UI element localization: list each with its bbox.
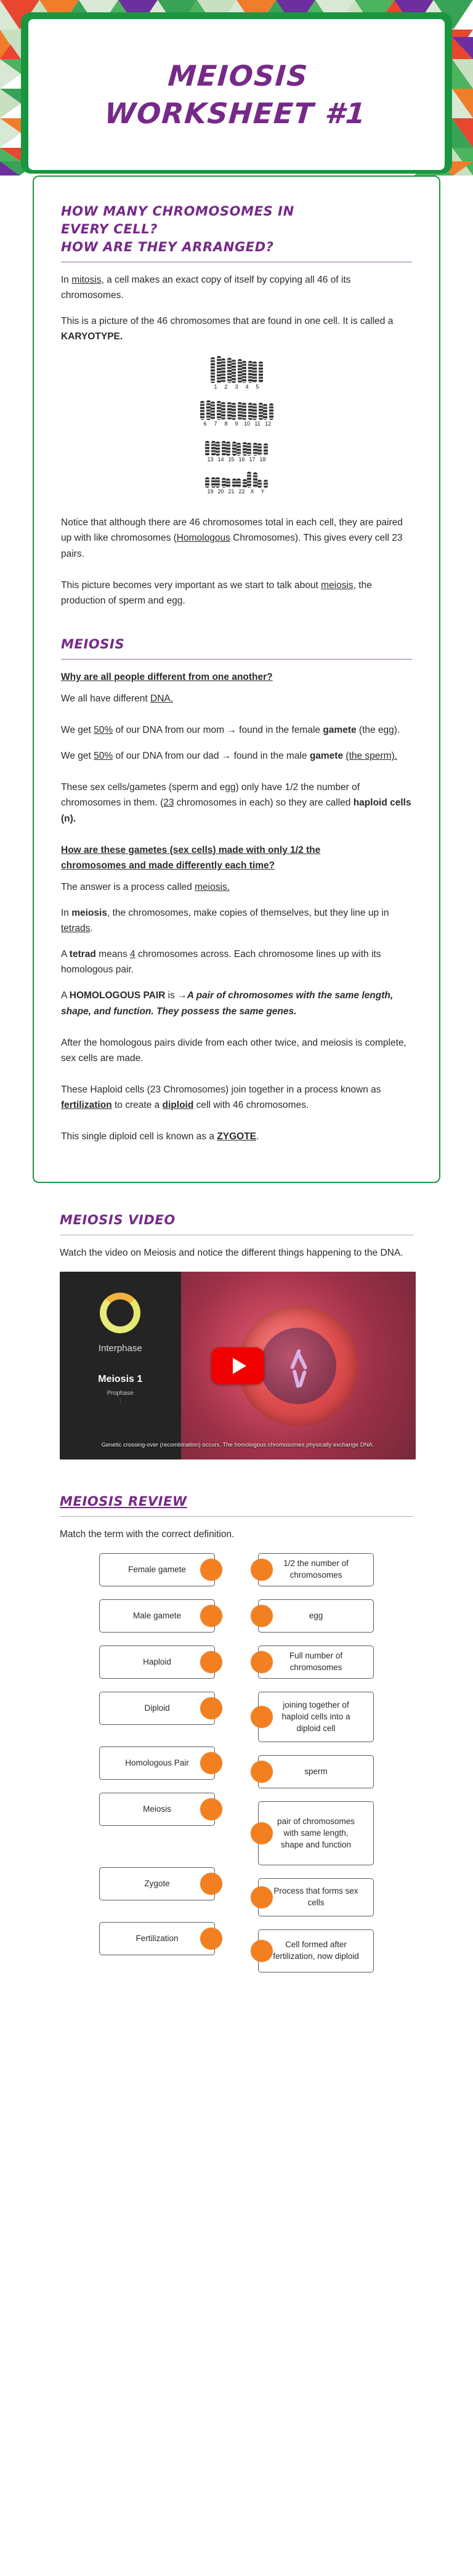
chromosome-number: Y xyxy=(261,488,265,495)
chromosome-number: 11 xyxy=(254,421,261,427)
section-meiosis-heading: MEIOSIS xyxy=(61,636,125,652)
heading-line-3: HOW ARE THEY ARRANGED? xyxy=(61,239,274,254)
play-triangle xyxy=(233,1358,246,1374)
karyotype-row-3 xyxy=(144,427,329,462)
term-box[interactable]: Fertilization xyxy=(99,1922,215,1955)
karyotype-row-2 xyxy=(144,392,329,427)
paragraph-haploid xyxy=(61,780,412,826)
chromosome-strand xyxy=(298,1370,307,1387)
karyotype-row-1 xyxy=(144,355,329,390)
text-fragment: Chromosomes). This gives every cell 23 pairs. xyxy=(61,533,403,559)
paragraph-mom-dna xyxy=(61,722,412,738)
match-connector-dot[interactable] xyxy=(200,1752,222,1774)
chromosome-number: 8 xyxy=(224,421,228,427)
text-fragment: In xyxy=(61,907,72,918)
definition-box[interactable]: egg xyxy=(258,1599,374,1633)
chromosome-pair xyxy=(236,459,247,495)
text-fragment: chromosomes in each) so they are called xyxy=(174,797,354,809)
video-phase-panel xyxy=(60,1272,181,1460)
chromosome-pair xyxy=(263,392,273,427)
text-fragment: . xyxy=(90,923,93,934)
text-fragment: These sex cells/gametes (sperm and egg) only have 1/2 the number of chromosomes in them. ( xyxy=(61,782,360,809)
chromosome-number: X xyxy=(250,488,254,495)
term-box[interactable]: Haploid xyxy=(99,1645,215,1679)
chromosome-number: 17 xyxy=(249,456,256,463)
text-fragment: , the chromosomes, make copies of themselves, but they line up in xyxy=(107,907,389,918)
match-connector-dot[interactable] xyxy=(251,1605,273,1627)
text-fragment: means xyxy=(95,949,131,960)
paragraph-zygote xyxy=(61,1129,412,1144)
paragraph-homologous xyxy=(61,515,412,561)
match-connector-dot[interactable] xyxy=(251,1940,273,1962)
term-diploid: diploid xyxy=(162,1099,194,1110)
section-chromosomes-card xyxy=(33,176,440,1183)
term-tetrads: tetrads xyxy=(61,923,91,934)
term-tetrad: tetrad xyxy=(69,949,96,960)
chromosome-pair xyxy=(216,427,226,462)
chromosome-pair xyxy=(211,392,221,427)
text-fragment: A xyxy=(61,990,70,1001)
paragraph-homologous-pair-def xyxy=(61,988,412,1019)
section-video xyxy=(33,1211,440,1460)
video-label-interphase: Interphase xyxy=(98,1343,142,1354)
list-item[interactable] xyxy=(258,1801,374,1865)
match-connector-dot[interactable] xyxy=(200,1697,222,1719)
cell-nucleus xyxy=(260,1328,336,1404)
chromosome-pair xyxy=(232,392,242,427)
phase-progress-ring xyxy=(100,1293,140,1333)
text-fragment: We get xyxy=(61,725,94,736)
video-label-dots: ⋮ xyxy=(117,1398,124,1405)
question-why-different: Why are all people different from one another? xyxy=(61,671,273,682)
list-item[interactable] xyxy=(99,1793,215,1826)
text-fragment: the production of sperm and egg. xyxy=(61,579,372,606)
term-sperm: (the sperm). xyxy=(346,751,397,762)
chromosome-number: 14 xyxy=(217,456,224,463)
chromosome-number: 12 xyxy=(264,421,271,427)
list-item[interactable] xyxy=(258,1692,374,1742)
match-connector-dot[interactable] xyxy=(200,1928,222,1950)
header-banner xyxy=(0,0,473,176)
video-label-prophase: Prophase xyxy=(107,1390,134,1397)
karyotype-row-4 xyxy=(144,459,329,495)
match-connector-dot[interactable] xyxy=(200,1605,222,1627)
section-chromosomes-heading xyxy=(61,203,412,256)
match-connector-dot[interactable] xyxy=(200,1798,222,1820)
list-item[interactable] xyxy=(99,1692,215,1725)
video-label-meiosis1: Meiosis 1 xyxy=(98,1374,143,1385)
page-title xyxy=(103,57,370,132)
list-item[interactable] xyxy=(99,1645,215,1679)
question-line-2: chromosomes and made differently each time? xyxy=(61,860,275,871)
list-item[interactable] xyxy=(99,1922,215,1955)
chromosome-pair xyxy=(216,459,226,495)
banner-inner xyxy=(27,18,446,171)
chromosome-number: 6 xyxy=(203,421,207,427)
definition-box[interactable]: Full number of chromosomes xyxy=(258,1645,374,1679)
chromosome-number: 13 xyxy=(207,456,214,463)
heading-line-2: EVERY CELL? xyxy=(61,221,158,236)
term-zygote: ZYGOTE xyxy=(217,1131,257,1142)
chromosome-pair xyxy=(247,459,257,495)
chromosome-pair xyxy=(247,427,257,462)
chromosome-pair xyxy=(200,392,211,427)
term-homologous-pair: HOMOLOGOUS PAIR xyxy=(69,990,166,1001)
value-fifty-percent: 50% xyxy=(94,725,113,736)
chromosome-pair xyxy=(221,392,232,427)
term-karyotype: KARYOTYPE. xyxy=(61,331,123,342)
term-box[interactable]: Zygote xyxy=(99,1867,215,1900)
paragraph-dad-dna xyxy=(61,748,412,764)
meiosis-video-player[interactable] xyxy=(60,1272,416,1460)
chromosome-pair xyxy=(226,459,236,495)
paragraph-mitosis xyxy=(61,272,412,303)
chromosome-number: 9 xyxy=(235,421,238,427)
value-4: 4 xyxy=(130,949,135,960)
chromosome-pair xyxy=(242,355,253,390)
text-fragment: to create a xyxy=(111,1099,163,1110)
match-connector-dot[interactable] xyxy=(251,1886,273,1908)
value-23: 23 xyxy=(163,797,174,809)
chromosome-number: 7 xyxy=(214,421,217,427)
review-instruction: Match the term with the correct definition. xyxy=(60,1529,235,1540)
spacer xyxy=(0,1183,473,1211)
chromosome-pair xyxy=(257,427,268,462)
paragraph-karyotype xyxy=(61,313,412,344)
video-caption: Genetic crossing-over (recombination) occurs. The homologous chromosomes physically exchange DNA. xyxy=(101,1442,374,1449)
term-dna: DNA. xyxy=(150,693,174,704)
matching-terms-column xyxy=(99,1553,215,1972)
list-item[interactable] xyxy=(258,1755,374,1788)
term-haploid-cells: haploid cells (n). xyxy=(61,797,411,824)
text-fragment: We all have different xyxy=(61,693,151,704)
match-connector-dot[interactable] xyxy=(200,1873,222,1895)
karyotype-image xyxy=(144,355,329,496)
page-title-line1: MEIOSIS xyxy=(166,59,309,92)
chromosome-number: 19 xyxy=(207,488,214,495)
match-connector-dot[interactable] xyxy=(251,1706,273,1728)
paragraph-meiosis-intro xyxy=(61,578,412,608)
text-fragment: of our DNA from our dad → found in the male xyxy=(113,751,310,762)
spacer xyxy=(0,1464,473,1493)
chromosome-number: 10 xyxy=(243,421,250,427)
chromosome-number: 4 xyxy=(245,384,249,390)
matching-exercise xyxy=(60,1553,413,1972)
match-connector-dot[interactable] xyxy=(251,1651,273,1673)
chromosome-pair xyxy=(221,355,232,390)
term-box[interactable]: Female gamete xyxy=(99,1553,215,1586)
video-instruction: Watch the video on Meiosis and notice the different things happening to the DNA. xyxy=(60,1248,403,1259)
chromosome-pair xyxy=(242,392,253,427)
section-divider xyxy=(61,659,412,660)
heading-line-1: HOW MANY CHROMOSOMES IN xyxy=(61,204,294,219)
text-fragment: chromosomes across. Each chromosome lines up with its homologous pair. xyxy=(61,949,381,975)
text-fragment: This picture becomes very important as we start to talk about xyxy=(61,579,321,591)
text-fragment: A xyxy=(61,949,70,960)
chromosome-number: 21 xyxy=(228,488,235,495)
list-item[interactable] xyxy=(99,1599,215,1633)
chromosome-number: 2 xyxy=(224,384,228,390)
term-meiosis: meiosis. xyxy=(195,881,230,892)
definition-box[interactable]: Cell formed after fertilization, now diploid xyxy=(258,1929,374,1972)
worksheet-body xyxy=(0,176,473,2025)
definition-homologous-pair: A pair of chromosomes with the same length, shape, and function. They possess the same genes. xyxy=(61,990,394,1017)
chromosome-number: 5 xyxy=(256,384,259,390)
page-title-line2: WORKSHEET #1 xyxy=(103,96,368,130)
chromosome-pair xyxy=(211,355,221,390)
term-box[interactable]: Homologous Pair xyxy=(99,1746,215,1780)
chromosome-pair xyxy=(205,459,216,495)
chromosome-pair xyxy=(205,427,216,462)
matching-definitions-column xyxy=(258,1553,374,1972)
text-fragment: Notice that although there are 46 chromosomes total in each cell, they are paired up with like chromosomes ( xyxy=(61,517,403,544)
play-icon[interactable] xyxy=(211,1347,264,1384)
paragraph-tetrads xyxy=(61,905,412,936)
section-review-heading: MEIOSIS REVIEW xyxy=(60,1494,187,1509)
text-fragment: is → xyxy=(165,990,187,1001)
question-how-gametes-made xyxy=(61,842,412,873)
list-item[interactable] xyxy=(99,1746,215,1780)
chromosome-pair xyxy=(232,355,242,390)
text-fragment: of our DNA from our mom → found in the female xyxy=(113,725,323,736)
list-item[interactable] xyxy=(258,1645,374,1679)
text-fragment: a cell makes an exact copy of itself by copying all 46 of its chromosomes. xyxy=(61,274,351,301)
text-fragment: This is a picture of the 46 chromosomes that are found in one cell. It is called a xyxy=(61,316,394,327)
chromosome-number: 15 xyxy=(228,456,235,463)
match-connector-dot[interactable] xyxy=(251,1822,273,1844)
chromosome-strand xyxy=(296,1351,307,1370)
value-fifty-percent: 50% xyxy=(94,751,113,762)
chromosome-number: 1 xyxy=(214,384,217,390)
chromosome-pair xyxy=(226,427,236,462)
answer-process-meiosis xyxy=(61,879,412,895)
definition-box[interactable]: Process that forms sex cells xyxy=(258,1878,374,1916)
paragraph-tetrad-def xyxy=(61,947,412,977)
text-fragment: These Haploid cells (23 Chromosomes) join together in a process known as xyxy=(61,1084,381,1095)
list-item[interactable] xyxy=(99,1553,215,1586)
section-review xyxy=(33,1493,440,1972)
answer-dna xyxy=(61,691,412,706)
chromosome-number: 20 xyxy=(217,488,224,495)
chromosome-number: 18 xyxy=(259,456,266,463)
term-box[interactable]: Male gamete xyxy=(99,1599,215,1633)
chromosome-number: 22 xyxy=(238,488,245,495)
match-connector-dot[interactable] xyxy=(200,1559,222,1581)
chromosome-number: 16 xyxy=(238,456,245,463)
definition-box[interactable]: sperm xyxy=(258,1755,374,1788)
text-fragment: (the egg). xyxy=(356,725,400,736)
list-item[interactable] xyxy=(258,1553,374,1586)
definition-box[interactable]: pair of chromosomes with same length, shape and function xyxy=(258,1801,374,1865)
list-item[interactable] xyxy=(258,1599,374,1633)
definition-box[interactable]: joining together of haploid cells into a diploid cell xyxy=(258,1692,374,1742)
paragraph-fertilization xyxy=(61,1082,412,1113)
chromosome-pair xyxy=(236,427,247,462)
term-mitosis: mitosis, xyxy=(71,274,104,285)
text-fragment: In xyxy=(61,274,72,285)
term-gamete-male: gamete xyxy=(309,751,344,762)
term-box[interactable]: Diploid xyxy=(99,1692,215,1725)
term-box[interactable]: Meiosis xyxy=(99,1793,215,1826)
chromosome-pair xyxy=(253,392,263,427)
question-line-1: How are these gametes (sex cells) made with only 1/2 the xyxy=(61,844,321,855)
text-fragment: The answer is a process called xyxy=(61,881,195,892)
chromosome-number: 3 xyxy=(235,384,238,390)
section-video-heading: MEIOSIS VIDEO xyxy=(60,1213,176,1228)
text-fragment: This single diploid cell is known as a xyxy=(61,1131,217,1142)
chromosome-pair xyxy=(253,355,263,390)
chromosome-pair xyxy=(257,459,268,495)
definition-box[interactable]: 1/2 the number of chromosomes xyxy=(258,1553,374,1586)
term-homologous: Homologous xyxy=(176,533,230,544)
list-item[interactable] xyxy=(99,1867,215,1900)
term-fertilization: fertilization xyxy=(61,1099,112,1110)
text-fragment: cell with 46 chromosomes. xyxy=(193,1099,309,1110)
term-meiosis: meiosis xyxy=(71,907,107,918)
paragraph-divide: After the homologous pairs divide from each other twice, and meiosis is complete, sex cells are made. xyxy=(61,1037,406,1064)
text-fragment: We get xyxy=(61,751,94,762)
term-meiosis: meiosis, xyxy=(321,579,356,591)
list-item[interactable] xyxy=(258,1878,374,1916)
text-fragment: . xyxy=(256,1131,259,1142)
term-gamete-female: gamete xyxy=(323,725,357,736)
section-divider xyxy=(60,1516,413,1517)
match-connector-dot[interactable] xyxy=(251,1559,273,1581)
spacer xyxy=(0,1972,473,2001)
list-item[interactable] xyxy=(258,1929,374,1972)
match-connector-dot[interactable] xyxy=(251,1761,273,1783)
match-connector-dot[interactable] xyxy=(200,1651,222,1673)
